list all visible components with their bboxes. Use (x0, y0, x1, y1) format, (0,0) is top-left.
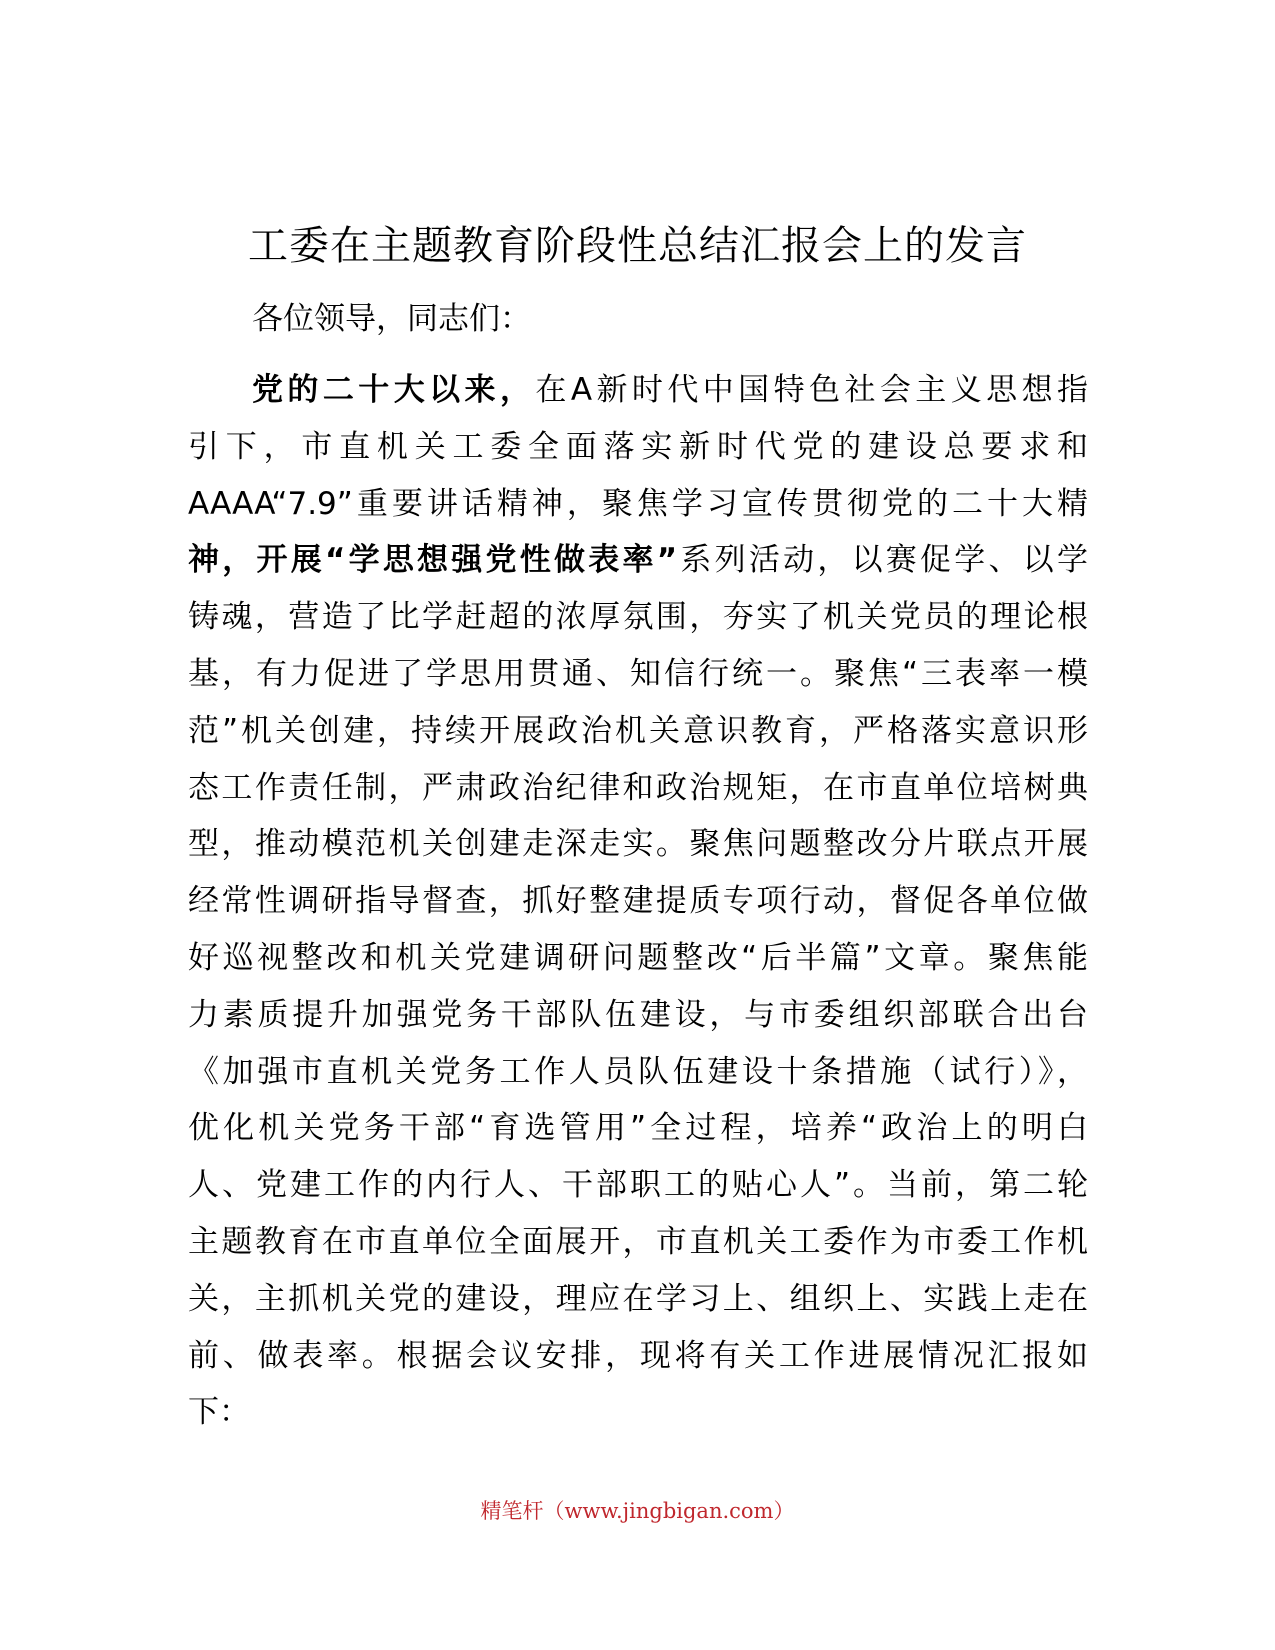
body-line: AAAA“7.9”重要讲话精神，聚焦学习宣传贯彻党的二十大精 (188, 485, 1088, 522)
document-title: 工委在主题教育阶段性总结汇报会上的发言 (248, 223, 1027, 269)
body-line (188, 532, 1088, 589)
body-line (188, 362, 1088, 419)
body-line: 主题教育在市直单位全面展开，市直机关工委作为市委工作机 (188, 1223, 1088, 1260)
body-line: 关，主抓机关党的建设，理应在学习上、组织上、实践上走在 (188, 1280, 1088, 1317)
body-paragraph (188, 362, 1088, 1441)
text-run: 系列活动，以赛促学、以学 (677, 542, 1089, 579)
greeting: 各位领导，同志们： (252, 301, 531, 337)
footer-watermark: 精笔杆（www.jingbigan.com） (480, 1499, 795, 1523)
body-line: 基，有力促进了学思用贯通、知信行统一。聚焦“三表率一模 (188, 655, 1088, 692)
body-line: 力素质提升加强党务干部队伍建设，与市委组织部联合出台 (188, 996, 1088, 1033)
body-line: 经常性调研指导督查，抓好整建提质专项行动，督促各单位做 (188, 883, 1088, 920)
body-line: 好巡视整改和机关党建调研问题整改“后半篇”文章。聚焦能 (188, 939, 1088, 976)
body-line: 人、党建工作的内行人、干部职工的贴心人”。当前，第二轮 (188, 1167, 1088, 1204)
bold-run: 神，开展“学思想强党性做表率” (188, 542, 678, 579)
body-line: 前、做表率。根据会议安排，现将有关工作进展情况汇报如 (188, 1337, 1088, 1374)
body-line: 引下，市直机关工委全面落实新时代党的建设总要求和 (188, 428, 1088, 465)
body-line: 下： (188, 1394, 250, 1431)
body-line: 优化机关党务干部“育选管用”全过程，培养“政治上的明白 (188, 1110, 1088, 1147)
bold-run: 党的二十大以来， (252, 372, 536, 408)
text-run: 在A新时代中国特色社会主义思想指 (535, 372, 1088, 408)
body-line: 型，推动模范机关创建走深走实。聚焦问题整改分片联点开展 (188, 826, 1088, 863)
body-line: 《加强市直机关党务工作人员队伍建设十条措施（试行）》， (188, 1053, 1088, 1090)
body-line: 态工作责任制，严肃政治纪律和政治规矩，在市直单位培树典 (188, 769, 1088, 806)
body-line: 铸魂，营造了比学赶超的浓厚氛围，夯实了机关党员的理论根 (188, 599, 1088, 636)
body-line: 范”机关创建，持续开展政治机关意识教育，严格落实意识形 (188, 712, 1088, 749)
